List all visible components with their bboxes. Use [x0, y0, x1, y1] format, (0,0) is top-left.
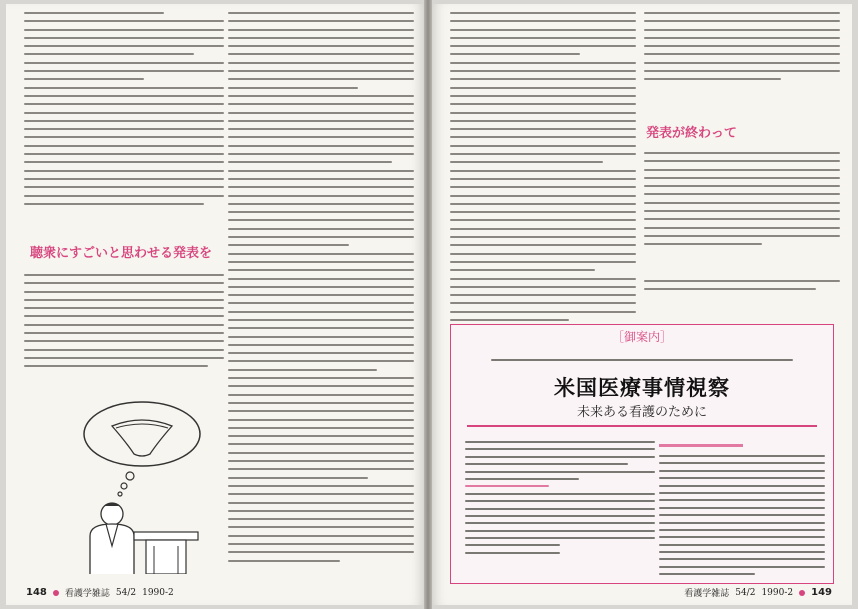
- presenter-illustration: [50, 396, 208, 574]
- journal-volume: 54/2: [735, 587, 756, 598]
- notice-divider: [467, 425, 817, 427]
- book-gutter: [424, 0, 432, 609]
- notice-message: [659, 441, 825, 577]
- right-page: [432, 4, 852, 605]
- notice-subtitle: 未来ある看護のために: [576, 405, 707, 420]
- body-text-block: [228, 12, 414, 568]
- notice-details: [465, 441, 655, 577]
- journal-name: 看護学雑誌: [684, 589, 730, 599]
- body-text-block: [644, 152, 840, 252]
- study-tour-notice: [450, 324, 834, 584]
- notice-details-text: [465, 441, 655, 554]
- left-footer: [26, 586, 174, 599]
- journal-date: 1990-2: [142, 587, 174, 598]
- author-affiliation: [644, 280, 840, 300]
- journal-volume: 54/2: [115, 587, 137, 598]
- section-heading-audience: 聴衆にすごいと思わせる発表を: [30, 246, 213, 261]
- page-number: 149: [811, 587, 832, 598]
- body-text-block: [24, 274, 224, 374]
- right-column-2-top: [644, 12, 840, 92]
- notice-lead-text: [491, 359, 793, 366]
- left-column-2: [228, 12, 414, 582]
- journal-date: 1990-2: [761, 587, 794, 598]
- body-text-block: [450, 12, 636, 327]
- bullet-dot-icon: [799, 590, 805, 596]
- notice-message-heading: [659, 441, 825, 451]
- right-column-2-lower: [644, 152, 840, 264]
- right-column-1: [450, 12, 636, 312]
- bullet-dot-icon: [53, 590, 59, 596]
- left-column-1-lower: [24, 274, 224, 384]
- section-heading-after-presentation: 発表が終わって: [646, 126, 737, 141]
- journal-name: 看護学雑誌: [64, 589, 110, 599]
- notice-message-text: [659, 455, 825, 581]
- right-footer: [684, 586, 832, 599]
- left-page: [6, 4, 424, 605]
- page-number: 148: [26, 587, 47, 598]
- author-text-block: [644, 280, 840, 297]
- left-column-1: [24, 12, 224, 232]
- notice-title: 米国医療事情視察: [554, 376, 730, 400]
- body-text-block: [24, 12, 224, 211]
- notice-label: ［御案内］: [611, 330, 672, 344]
- body-text-block: [644, 12, 840, 87]
